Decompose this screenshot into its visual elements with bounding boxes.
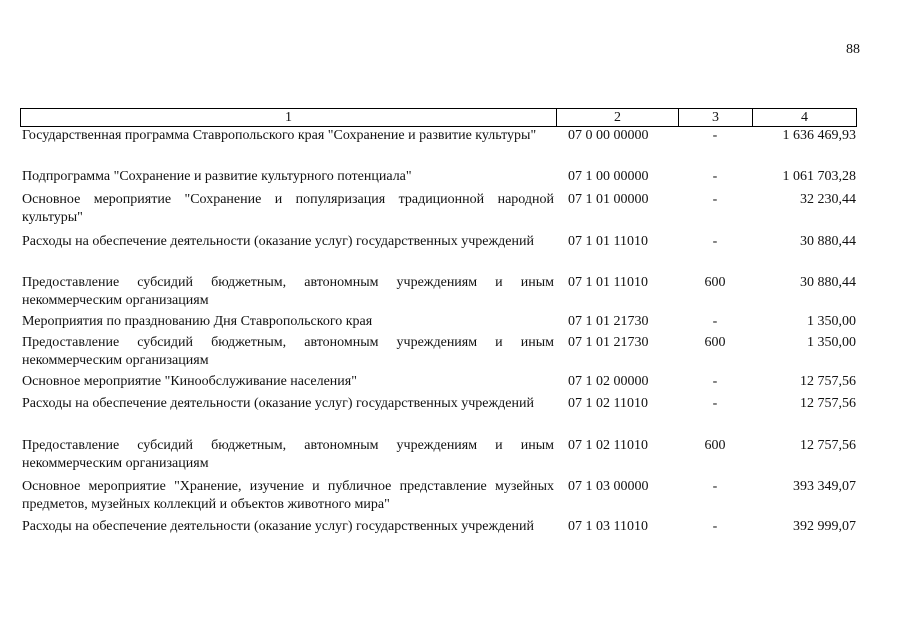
- row-name: Предоставление субсидий бюджетным, автономным учреждениям и иным некоммерческим организациям: [22, 275, 554, 308]
- row-type: -: [712, 234, 718, 249]
- row-code: 07 1 02 00000: [568, 374, 649, 389]
- row-sum: 12 757,56: [800, 374, 856, 389]
- row-name: Мероприятия по празднованию Дня Ставропольского края: [22, 314, 373, 329]
- header-col-3: 3: [679, 109, 753, 127]
- row-type: -: [712, 314, 718, 329]
- row-sum: 1 350,00: [807, 335, 856, 350]
- row-code: 07 1 01 00000: [568, 192, 649, 207]
- row-name: Основное мероприятие "Хранение, изучение и публичное представление музейных предметов, музейных коллекций и объектов животного мира": [22, 479, 554, 512]
- row-sum: 30 880,44: [800, 275, 856, 290]
- row-type: -: [712, 169, 718, 184]
- row-type: 600: [704, 438, 726, 453]
- header-col-1: 1: [21, 109, 557, 127]
- row-code: 07 1 01 11010: [568, 275, 648, 290]
- header-col-2: 2: [557, 109, 679, 127]
- row-code: 07 0 00 00000: [568, 128, 649, 143]
- row-sum: 12 757,56: [800, 438, 856, 453]
- row-sum: 393 349,07: [793, 479, 856, 494]
- row-sum: 30 880,44: [800, 234, 856, 249]
- row-name: Предоставление субсидий бюджетным, автономным учреждениям и иным некоммерческим организациям: [22, 438, 554, 471]
- row-sum: 392 999,07: [793, 519, 856, 534]
- row-type: -: [712, 519, 718, 534]
- row-sum: 1 061 703,28: [782, 169, 856, 184]
- header-col-4: 4: [753, 109, 857, 127]
- row-type: 600: [704, 275, 726, 290]
- row-code: 07 1 01 11010: [568, 234, 648, 249]
- row-name: Расходы на обеспечение деятельности (оказание услуг) государственных учреждений: [22, 234, 534, 249]
- row-code: 07 1 03 00000: [568, 479, 649, 494]
- row-name: Подпрограмма "Сохранение и развитие культурного потенциала": [22, 169, 412, 184]
- row-type: -: [712, 128, 718, 143]
- row-type: -: [712, 396, 718, 411]
- row-code: 07 1 02 11010: [568, 438, 648, 453]
- row-sum: 1 636 469,93: [782, 128, 856, 143]
- row-sum: 32 230,44: [800, 192, 856, 207]
- row-code: 07 1 00 00000: [568, 169, 649, 184]
- table-header: [20, 108, 857, 127]
- row-name: Расходы на обеспечение деятельности (оказание услуг) государственных учреждений: [22, 396, 534, 411]
- row-name: Основное мероприятие "Сохранение и популяризация традиционной народной культуры": [22, 192, 554, 225]
- row-code: 07 1 02 11010: [568, 396, 648, 411]
- row-type: -: [712, 374, 718, 389]
- row-code: 07 1 01 21730: [568, 314, 649, 329]
- row-type: -: [712, 479, 718, 494]
- row-name: Государственная программа Ставропольского края "Сохранение и развитие культуры": [22, 128, 537, 143]
- page-number: 88: [846, 42, 860, 57]
- row-name: Предоставление субсидий бюджетным, автономным учреждениям и иным некоммерческим организациям: [22, 335, 554, 368]
- row-type: 600: [704, 335, 726, 350]
- row-sum: 12 757,56: [800, 396, 856, 411]
- row-name: Основное мероприятие "Кинообслуживание населения": [22, 374, 357, 389]
- row-sum: 1 350,00: [807, 314, 856, 329]
- row-code: 07 1 01 21730: [568, 335, 649, 350]
- row-type: -: [712, 192, 718, 207]
- row-code: 07 1 03 11010: [568, 519, 648, 534]
- row-name: Расходы на обеспечение деятельности (оказание услуг) государственных учреждений: [22, 519, 534, 534]
